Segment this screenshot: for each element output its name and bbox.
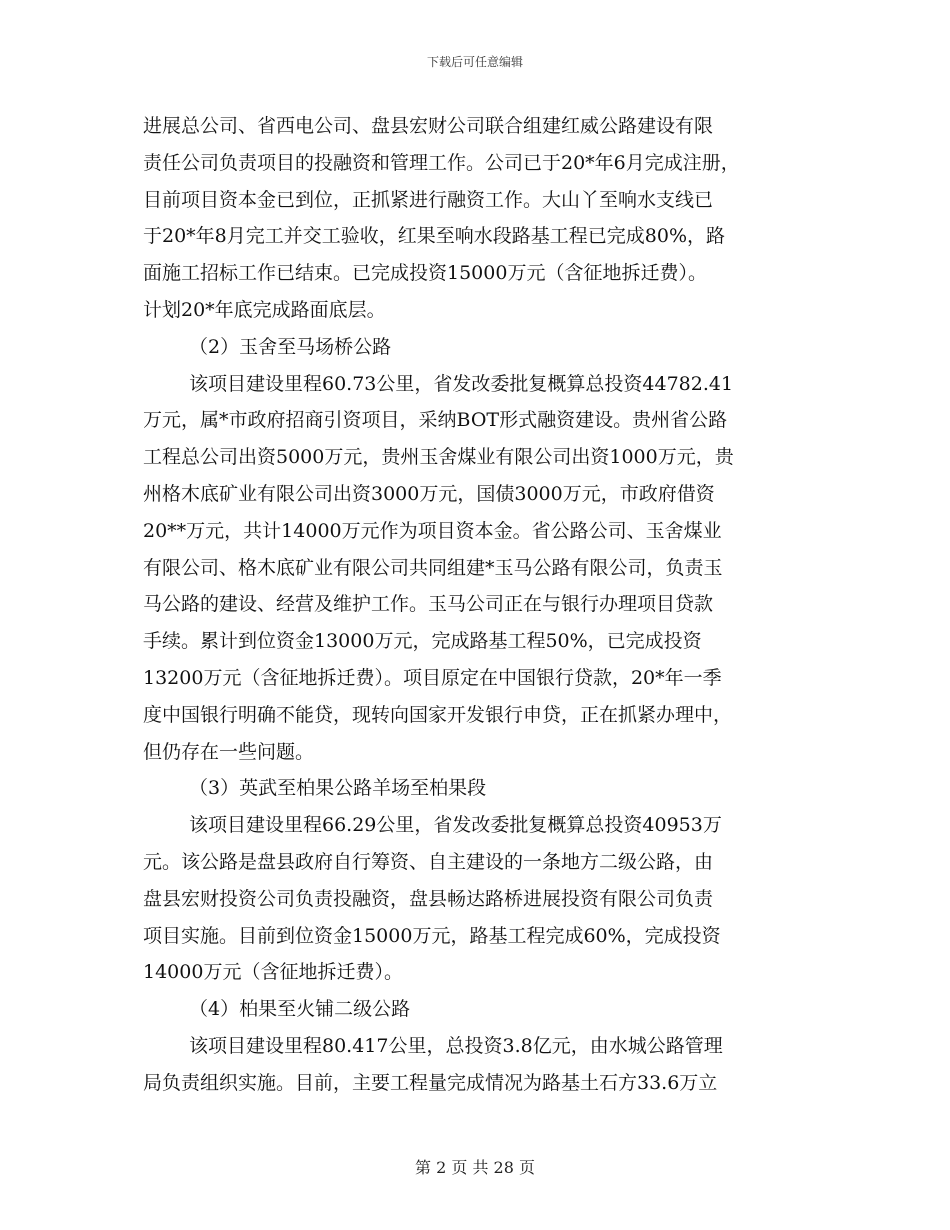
text-line: 有限公司、格木底矿业有限公司共同组建*玉马公路有限公司，负责玉: [143, 556, 723, 579]
text-line: 度中国银行明确不能贷，现转向国家开发银行申贷，正在抓紧办理中，: [143, 703, 733, 726]
text-line: 元。该公路是盘县政府自行筹资、自主建设的一条地方二级公路，由: [143, 850, 714, 873]
text-line: 14000万元（含征地拆迁费）。: [143, 961, 403, 984]
text-line: 局负责组织实施。目前，主要工程量完成情况为路基土石方33.6万立: [143, 1071, 718, 1094]
text-line: 盘县宏财投资公司负责投融资，盘县畅达路桥进展投资有限公司负责: [143, 887, 714, 910]
text-line: 该项目建设里程80.417公里，总投资3.8亿元，由水城公路管理: [189, 1034, 723, 1057]
text-line: 马公路的建设、经营及维护工作。玉马公司正在与银行办理项目贷款: [143, 593, 714, 616]
text-line: 13200万元（含征地拆迁费）。项目原定在中国银行贷款，20*年一季: [143, 666, 722, 689]
text-line: （3）英武至柏果公路羊场至柏果段: [189, 777, 487, 800]
text-line: 该项目建设里程60.73公里，省发改委批复概算总投资44782.41: [189, 372, 734, 395]
text-line: （2）玉舍至马场桥公路: [189, 335, 392, 358]
text-line: （4）柏果至火铺二级公路: [189, 998, 411, 1021]
text-line: 该项目建设里程66.29公里，省发改委批复概算总投资40953万: [189, 814, 722, 837]
text-line: 项目实施。目前到位资金15000万元，路基工程完成60%，完成投资: [143, 924, 721, 947]
text-line: 万元，属*市政府招商引资项目，采纳BOT形式融资建设。贵州省公路: [143, 409, 728, 432]
text-line: 手续。累计到位资金13000万元，完成路基工程50%，已完成投资: [143, 630, 702, 653]
page-footer: 第 2 页 共 28 页: [415, 1158, 535, 1177]
text-line: 工程总公司出资5000万元，贵州玉舍煤业有限公司出资1000万元，贵: [143, 446, 734, 469]
text-line: 但仍存在一些问题。: [143, 740, 315, 763]
text-line: 于20*年8月完工并交工验收，红果至响水段路基工程已完成80%，路: [143, 225, 725, 248]
text-line: 计划20*年底完成路面底层。: [143, 298, 386, 321]
text-line: 面施工招标工作已结束。已完成投资15000万元（含征地拆迁费）。: [143, 262, 707, 285]
text-line: 责任公司负责项目的投融资和管理工作。公司已于20*年6月完成注册，: [143, 151, 740, 174]
text-line: 目前项目资本金已到位，正抓紧进行融资工作。大山丫至响水支线已: [143, 188, 714, 211]
text-line: 进展总公司、省西电公司、盘县宏财公司联合组建红威公路建设有限: [143, 115, 714, 137]
page-header: 下载后可任意编辑: [426, 55, 523, 69]
text-line: 20**万元，共计14000万元作为项目资本金。省公路公司、玉舍煤业: [143, 519, 722, 542]
document-body: [143, 108, 823, 1102]
text-line: 州格木底矿业有限公司出资3000万元，国债3000万元，市政府借资: [143, 482, 715, 505]
